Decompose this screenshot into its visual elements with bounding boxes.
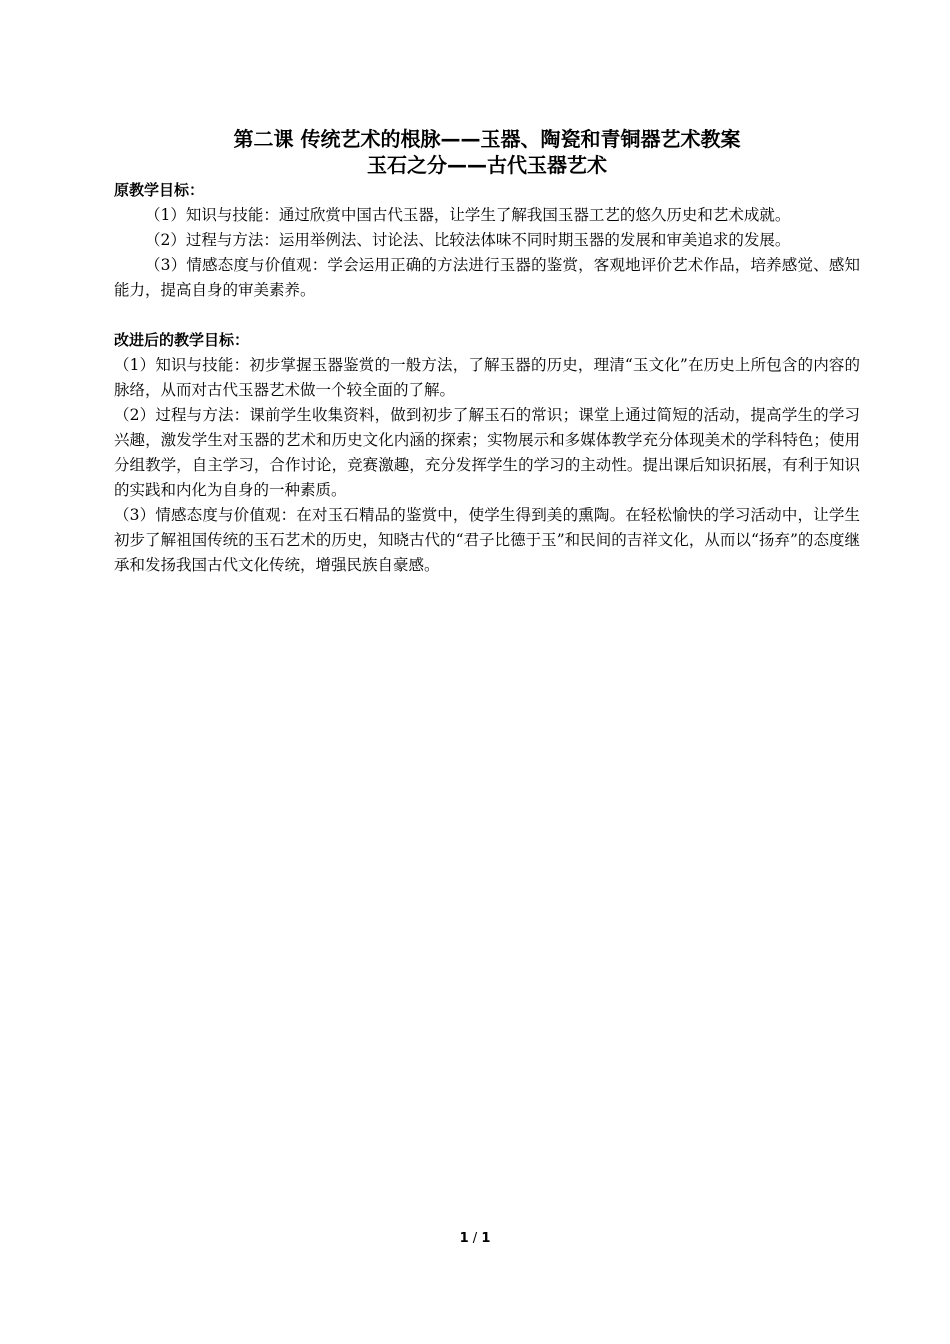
improved-objective-1: （1）知识与技能：初步掌握玉器鉴赏的一般方法，了解玉器的历史，理清“玉文化”在历史上所包含的内容的脉络，从而对古代玉器艺术做一个较全面的了解。 — [114, 356, 860, 399]
section-heading-improved: 改进后的教学目标： — [114, 331, 250, 349]
document-title: 第二课 传统艺术的根脉——玉器、陶瓷和青铜器艺术教案 — [233, 127, 741, 151]
original-objective-2: （2）过程与方法：运用举例法、讨论法、比较法体味不同时期玉器的发展和审美追求的发展。 — [145, 231, 791, 249]
original-objective-3: （3）情感态度与价值观：学会运用正确的方法进行玉器的鉴赏，客观地评价艺术作品，培养感觉、感知能力，提高自身的审美素养。 — [114, 256, 860, 299]
document-subtitle: 玉石之分——古代玉器艺术 — [367, 153, 607, 177]
current-page-number: 1 — [459, 1231, 469, 1246]
page-number — [0, 1230, 950, 1248]
section-spacer — [114, 303, 860, 328]
improved-objectives-section — [114, 328, 860, 578]
page-separator: / — [472, 1231, 478, 1246]
document-page — [114, 126, 860, 578]
original-objective-1: （1）知识与技能：通过欣赏中国古代玉器，让学生了解我国玉器工艺的悠久历史和艺术成就。 — [145, 206, 791, 224]
total-page-number: 1 — [481, 1231, 491, 1246]
section-heading-original: 原教学目标： — [114, 181, 205, 199]
improved-objective-3: （3）情感态度与价值观：在对玉石精品的鉴赏中，使学生得到美的熏陶。在轻松愉快的学习活动中，让学生初步了解祖国传统的玉石艺术的历史，知晓古代的“君子比德于玉”和民间的吉祥文化，从而以“扬弃”的态度继承和发扬我国古代文化传统，增强民族自豪感。 — [114, 506, 860, 574]
improved-objective-2: （2）过程与方法：课前学生收集资料，做到初步了解玉石的常识；课堂上通过简短的活动，提高学生的学习兴趣，激发学生对玉器的艺术和历史文化内涵的探索；实物展示和多媒体教学充分体现美术的学科特色；使用分组教学，自主学习，合作讨论，竞赛激趣，充分发挥学生的学习的主动性。提出课后知识拓展，有利于知识的实践和内化为自身的一种素质。 — [114, 406, 860, 499]
original-objectives-section — [114, 178, 860, 303]
